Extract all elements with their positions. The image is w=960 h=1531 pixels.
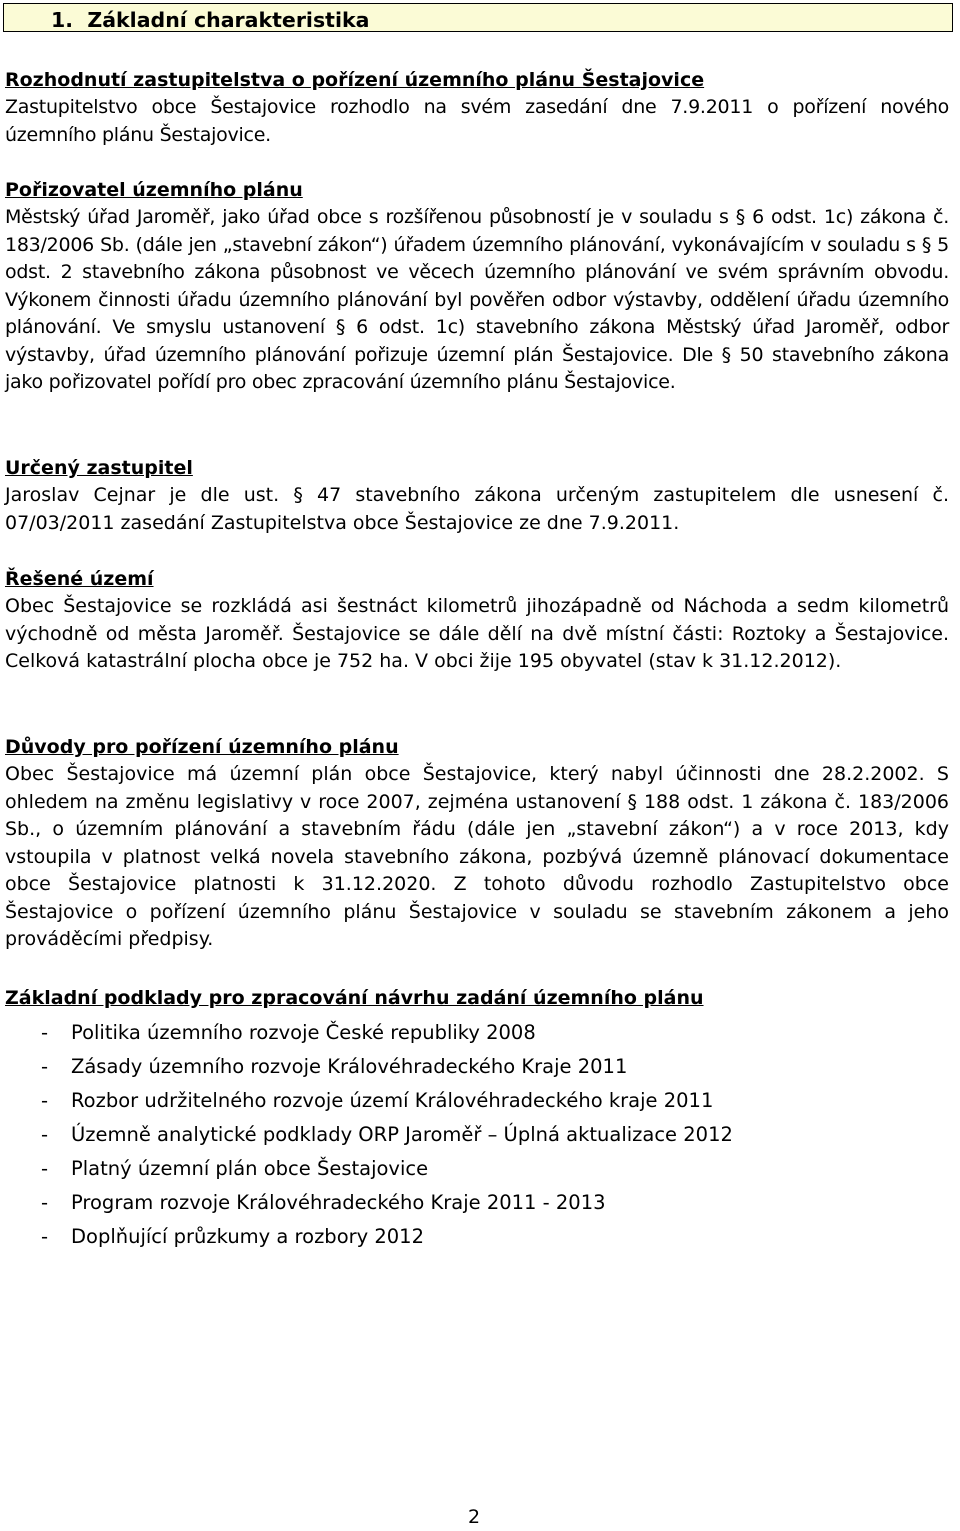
section-heading: Důvody pro pořízení územního plánu [5,736,399,758]
list-item-text: Platný územní plán obce Šestajovice [71,1157,429,1180]
section-heading: Základní podklady pro zpracování návrhu zadání územního plánu [5,987,704,1009]
list-item-text: Územně analytické podklady ORP Jaroměř – Úplná aktualizace 2012 [71,1123,733,1146]
section-area [5,565,949,676]
list-item-text: Doplňující průzkumy a rozbory 2012 [71,1225,424,1248]
chapter-title: Základní charakteristika [87,8,370,32]
list-bullet: - [41,1055,49,1078]
chapter-heading-box [3,3,953,32]
list-bullet: - [41,1089,49,1112]
section-heading: Pořizovatel územního plánu [5,179,303,201]
list-item [5,1016,949,1050]
section-text: Jaroslav Cejnar je dle ust. § 47 stavebního zákona určeným zastupitelem dle usnesení č. 07/03/2011 zasedání Zastupitelstva obce Šestajovice ze dne 7.9.2011. [5,484,949,534]
list-bullet: - [41,1225,49,1248]
list-item-text: Politika územního rozvoje České republiky 2008 [71,1021,536,1044]
list-item-text: Rozbor udržitelného rozvoje území Královéhradeckého kraje 2011 [71,1089,714,1112]
chapter-number: 1. [51,8,74,32]
section-text: Obec Šestajovice má územní plán obce Šestajovice, který nabyl účinnosti dne 28.2.2002. S ohledem na změnu legislativy v roce 2007, zejména ustanovení § 188 odst. 1 zákona č. 183/2006 Sb., o územním plánování a stavebním řádu (dále jen „stavební zákon“) a v roce 2013, kdy vstoupila v platnost velká novela stavebního zákona, pozbývá územně plánovací dokumentace obce Šestajovice platnosti k 31.12.2020. Z tohoto důvodu rozhodlo Zastupitelstvo obce Šestajovice o pořízení územního plánu Šestajovice v souladu se stavebním zákonem a jeho prováděcími předpisy. [5,763,949,950]
section-heading: Rozhodnutí zastupitelstva o pořízení územního plánu Šestajovice [5,69,705,91]
section-decision [5,66,949,149]
section-text: Městský úřad Jaroměř, jako úřad obce s rozšířenou působností je v souladu s § 6 odst. 1c) zákona č. 183/2006 Sb. (dále jen „stavební zákon“) úřadem územního plánování, vykonávajícím v souladu s § 5 odst. 2 stavebního zákona působnost ve věcech územního plánování ve svém správním obvodu. Výkonem činnosti úřadu územního plánování byl pověřen odbor výstavby, oddělení úřadu územního plánování. Ve smyslu ustanovení § 6 odst. 1c) stavebního zákona Městský úřad Jaroměř, odbor výstavby, úřad územního plánování pořizuje územní plán Šestajovice. Dle § 50 stavebního zákona jako pořizovatel pořídí pro obec zpracování územního plánu Šestajovice. [5,206,949,393]
list-item [5,1220,949,1254]
list-item [5,1084,949,1118]
list-bullet: - [41,1021,49,1044]
section-text: Obec Šestajovice se rozkládá asi šestnáct kilometrů jihozápadně od Náchoda a sedm kilometrů východně od města Jaroměř. Šestajovice se dále dělí na dvě místní části: Roztoky a Šestajovice. Celková katastrální plocha obce je 752 ha. V obci žije 195 obyvatel (stav k 31.12.2012). [5,595,949,672]
section-procurer [5,176,949,397]
list-bullet: - [41,1123,49,1146]
section-representative [5,454,949,537]
list-item [5,1186,949,1220]
section-heading: Určený zastupitel [5,457,193,479]
page-number: 2 [468,1506,481,1528]
list-item-text: Zásady územního rozvoje Královéhradeckého Kraje 2011 [71,1055,628,1078]
list-item-text: Program rozvoje Královéhradeckého Kraje 2011 - 2013 [71,1191,606,1214]
list-bullet: - [41,1191,49,1214]
sources-list [5,1016,949,1254]
section-text: Zastupitelstvo obce Šestajovice rozhodlo na svém zasedání dne 7.9.2011 o pořízení nového územního plánu Šestajovice. [5,96,949,146]
list-item [5,1152,949,1186]
section-heading: Řešené území [5,568,154,590]
list-bullet: - [41,1157,49,1180]
section-sources [5,984,949,1012]
list-item [5,1050,949,1084]
section-reasons [5,733,949,954]
chapter-heading [51,8,369,32]
list-item [5,1118,949,1152]
